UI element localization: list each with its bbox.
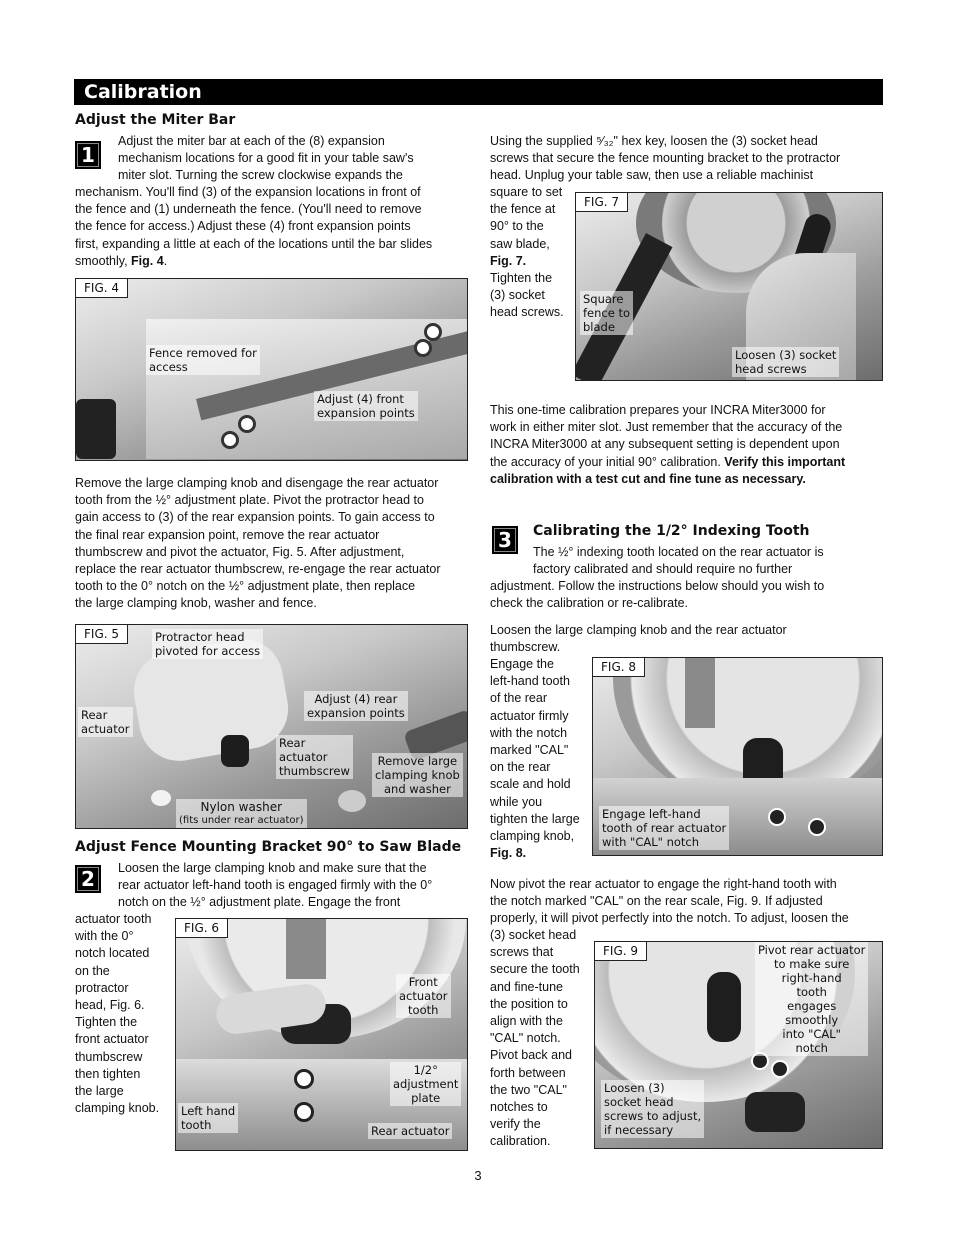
text-line: Fig. 8. (490, 846, 527, 861)
text-line: actuator (81, 722, 130, 736)
text-line: screws that secure the fence mounting bracket to the protractor (490, 151, 841, 166)
text-line: head screws. (490, 305, 564, 320)
text-line: fence to (583, 306, 631, 320)
text: Verify this important (724, 454, 846, 469)
text-line: The ½° indexing tooth located on the rear actuator is (533, 545, 824, 559)
text-line: work in either miter slot. Just remember that the accuracy of the (490, 420, 843, 435)
screw-icon (808, 818, 826, 836)
text-line: actuator (279, 750, 328, 764)
text-line: Using the supplied ⁵⁄₃₂" hex key, loosen the (3) socket head (490, 134, 818, 148)
text-line: actuator (399, 989, 448, 1003)
text-line: expansion points (307, 706, 405, 720)
fig6-callout-front (396, 974, 451, 1018)
text-line: adjustment (393, 1077, 459, 1091)
text-line: tooth (408, 1003, 439, 1017)
text-line: tooth of rear actuator (602, 821, 727, 835)
text-line: screws to adjust, (604, 1109, 702, 1123)
text-line (75, 253, 475, 270)
text-line: the large (75, 1084, 124, 1099)
text-line: Loosen (3) (604, 1081, 665, 1095)
knob-shape (76, 399, 116, 459)
text-line (490, 454, 890, 471)
fig4-photo (75, 278, 468, 461)
text-line: the notch marked "CAL" on the rear scale, Fig. 9. If adjusted (490, 894, 823, 909)
right-para-intro (490, 133, 890, 185)
section-banner (74, 79, 883, 105)
text-line: scale and hold (490, 777, 571, 792)
washer-shape (338, 790, 366, 812)
text-line: Engage the (490, 657, 554, 671)
text-line: (fits under rear actuator) (179, 815, 304, 826)
step2-para-side (75, 911, 175, 1117)
fig6-callout-left-hand (178, 1103, 238, 1133)
text-line: Adjust (4) rear (314, 692, 398, 706)
fig7-callout-loosen (732, 347, 839, 377)
text-line: with the notch (490, 725, 568, 740)
step2-number: 2 (75, 865, 101, 893)
text-line: tooth to the 0° notch on the ½° adjustment plate, then replace (75, 579, 416, 594)
text-line: Engage left-hand (602, 807, 701, 821)
fig8-callout-engage (599, 806, 729, 850)
step3-para-top (533, 544, 883, 578)
text-line: "CAL" notch. (490, 1031, 561, 1046)
screw-icon (221, 431, 239, 449)
text-line: Loosen (3) socket (735, 348, 837, 362)
fig9-callout-loosen (601, 1080, 704, 1138)
step1-para1-top (118, 133, 478, 185)
fig5-callout-nylon (176, 799, 307, 829)
text: smoothly, (75, 253, 132, 268)
text-line: (3) socket (490, 288, 545, 303)
text-line: expansion points (317, 406, 415, 420)
thumbscrew-knob (745, 1092, 805, 1132)
text-line: Fig. 7. (490, 253, 527, 268)
text-line: notches to (490, 1100, 548, 1115)
text-line: engages (787, 999, 837, 1013)
text-line: INCRA Miter3000 at any subsequent setting is dependent upon (490, 437, 840, 452)
text-line: replace the rear actuator thumbscrew, re-engage the rear actuator (75, 562, 441, 577)
step3-number: 3 (492, 526, 518, 554)
step3-para3-side (490, 927, 590, 1151)
text-line: Square (583, 292, 624, 306)
text-line: head. Unplug your table saw, then use a reliable machinist (490, 168, 814, 183)
text-line (490, 471, 890, 488)
fig5-callout-protractor (152, 629, 263, 659)
text-line: notch on the ½° adjustment plate. Engage the front (118, 895, 401, 910)
text-line: tooth (181, 1118, 212, 1132)
screw-icon (771, 1060, 789, 1078)
text-line: protractor (75, 980, 129, 995)
text-line: Loosen the large clamping knob and make sure that the (118, 861, 427, 875)
text-line: the two "CAL" (490, 1082, 567, 1097)
step2-para-top (118, 860, 468, 912)
text-line: access (149, 360, 188, 374)
fig6-callout-rear: Rear actuator (368, 1123, 452, 1139)
text-line: plate (411, 1091, 441, 1105)
text-line: head screws (735, 362, 807, 376)
text-line: This one-time calibration prepares your INCRA Miter3000 for (490, 403, 826, 417)
text-line: to make sure (774, 957, 850, 971)
text-line: Front (408, 975, 438, 989)
text-line: Nylon washer (200, 800, 283, 814)
fig7-tag: FIG. 7 (576, 193, 628, 212)
pivot-shaft (286, 919, 326, 979)
text-line: head, Fig. 6. (75, 998, 145, 1013)
text-line: front actuator (75, 1032, 149, 1047)
text-line: Loosen the large clamping knob and the rear actuator (490, 623, 787, 637)
text-line: marked "CAL" (490, 743, 569, 758)
step3-para3-top (490, 876, 890, 928)
screw-icon (768, 808, 786, 826)
fig5-callout-thumbscrew (276, 735, 353, 779)
fig5-callout-adjust-rear (304, 691, 408, 721)
text-line: align with the (490, 1014, 563, 1029)
text-line: tighten the large (490, 811, 580, 826)
text-line: the fence for access.) Adjust these (4) front expansion points (75, 219, 411, 234)
thumbscrew-knob (221, 735, 249, 767)
step3-para2-top (490, 622, 890, 656)
fig8-tag: FIG. 8 (593, 658, 645, 677)
text-line: on the (75, 963, 110, 978)
fig9-callout-pivot (755, 942, 868, 1056)
text-line: thumbscrew. (490, 640, 561, 655)
text-line: first, expanding a little at each of the locations until the bar slides (75, 236, 433, 251)
text: calibration with a test cut and fine tune as necessary. (490, 471, 806, 486)
text-line: factory calibrated and should require no further (533, 562, 793, 577)
text-line: and washer (383, 782, 451, 796)
text-line: and fine-tune (490, 979, 563, 994)
text-line: notch located (75, 946, 150, 961)
text-line: verify the (490, 1117, 541, 1132)
fig5-callout-remove-knob (372, 753, 463, 797)
nylon-washer-shape (151, 790, 171, 806)
text-line: Protractor head (155, 630, 245, 644)
screw-icon (414, 339, 432, 357)
text-line: blade (583, 320, 615, 334)
text-line: check the calibration or re-calibrate. (490, 596, 689, 611)
text-line: tooth from the ½° adjustment plate. Pivot the protractor head to (75, 493, 424, 508)
fig5-photo (75, 624, 468, 829)
text-line: actuator tooth (75, 912, 152, 926)
text-line: Fence removed for (149, 346, 257, 360)
text-line: saw blade, (490, 236, 550, 251)
right-para-onetime (490, 402, 890, 488)
text-line: calibration. (490, 1134, 551, 1149)
text-line: Tighten the (75, 1015, 138, 1030)
step2-heading: Adjust Fence Mounting Bracket 90° to Saw Blade (75, 839, 462, 855)
text-line: Pivot back and (490, 1048, 572, 1063)
text-line: with the 0° (75, 929, 134, 944)
step3-heading: Calibrating the 1/2° Indexing Tooth (533, 523, 810, 539)
text-line: Rear (279, 736, 306, 750)
text-line: secure the tooth (490, 962, 580, 977)
text-line: the fence and (1) underneath the fence. (You'll need to remove (75, 202, 422, 217)
text-line: smoothly (785, 1013, 839, 1027)
text-line: properly, it will pivot perfectly into the notch. To adjust, loosen the (490, 911, 849, 926)
text-line: notch (795, 1041, 828, 1055)
fig5-tag: FIG. 5 (76, 625, 128, 644)
screw-icon (424, 323, 442, 341)
text: . (163, 253, 168, 268)
text-line: Now pivot the rear actuator to engage the right-hand tooth with (490, 877, 837, 891)
text-line: with "CAL" notch (602, 835, 700, 849)
text-line: pivoted for access (155, 644, 261, 658)
text-line: mechanism. You'll find (3) of the expansion locations in front of (75, 185, 421, 199)
fig6-callout-half-plate (390, 1062, 461, 1106)
step1-number: 1 (75, 141, 101, 169)
step1-heading: Adjust the Miter Bar (75, 112, 236, 128)
text-line: if necessary (604, 1123, 674, 1137)
fig9-photo (594, 941, 883, 1149)
text-line: thumbscrew (279, 764, 350, 778)
clamping-knob-shape (707, 972, 741, 1042)
text-line: forth between (490, 1065, 566, 1080)
text-line: Remove large (377, 754, 458, 768)
text-line: socket head (604, 1095, 674, 1109)
text-line: clamping knob (375, 768, 460, 782)
step3-para-rest (490, 578, 890, 612)
text-line: Adjust (4) front (317, 392, 404, 406)
fig7-photo (575, 192, 883, 381)
fig9-tag: FIG. 9 (595, 942, 647, 961)
text-line: rear actuator left-hand tooth is engaged firmly with the 0° (118, 878, 433, 893)
text-line: square to set (490, 185, 563, 199)
fig-ref: Fig. 4 (131, 253, 164, 268)
fig4-tag: FIG. 4 (76, 279, 128, 298)
text-line: Remove the large clamping knob and disengage the rear actuator (75, 476, 439, 490)
screw-icon (294, 1069, 314, 1089)
text-line: actuator firmly (490, 708, 569, 723)
step1-para1-rest (75, 184, 475, 270)
text-line: adjustment. Follow the instructions below should you wish to (490, 579, 825, 593)
text-line: miter slot. Turning the screw clockwise expands the (118, 168, 403, 183)
text-line: right-hand (781, 971, 842, 985)
text-line: mechanism locations for a good fit in your table saw's (118, 151, 414, 166)
text: the accuracy of your initial 90° calibration. (490, 454, 721, 469)
fig8-photo (592, 657, 883, 856)
section-title: Calibration (84, 81, 202, 103)
right-para-side (490, 184, 575, 322)
text-line: left-hand tooth (490, 674, 570, 689)
text-line: gain access to (3) of the rear expansion points. To gain access to (75, 510, 435, 525)
text-line: clamping knob, (490, 829, 575, 844)
screw-icon (294, 1102, 314, 1122)
fig5-callout-rear-actuator (78, 707, 133, 737)
text-line: Pivot rear actuator (758, 943, 866, 957)
fig6-photo (175, 918, 468, 1151)
pivot-shaft (685, 658, 715, 728)
screw-icon (238, 415, 256, 433)
fig6-tag: FIG. 6 (176, 919, 228, 938)
page-number: 3 (474, 1168, 482, 1183)
step3-para2-side (490, 656, 590, 862)
text-line: 90° to the (490, 219, 544, 234)
fig7-callout-square (580, 291, 633, 335)
text-line: tooth (796, 985, 827, 999)
text-line: screws that (490, 945, 554, 960)
text-line: thumbscrew (75, 1049, 143, 1064)
step1-para2 (75, 475, 475, 613)
text-line: (3) socket head (490, 928, 577, 942)
fig4-callout-adjust (314, 391, 418, 421)
text-line: Rear (81, 708, 108, 722)
text-line: the large clamping knob, washer and fence. (75, 596, 317, 611)
text-line: the final rear expansion point, remove the rear actuator (75, 527, 380, 542)
fig4-callout-fence (146, 345, 260, 375)
text-line: on the rear (490, 760, 551, 775)
text-line: then tighten (75, 1066, 141, 1081)
text-line: clamping knob. (75, 1101, 160, 1116)
text-line: Left hand (181, 1104, 236, 1118)
text-line: 1/2° (413, 1063, 438, 1077)
text-line: while you (490, 794, 543, 809)
text-line: Tighten the (490, 271, 553, 286)
text-line: of the rear (490, 691, 547, 706)
text-line: thumbscrew and pivot the actuator, Fig. 5. After adjustment, (75, 544, 405, 559)
text-line: into "CAL" (782, 1027, 841, 1041)
text-line: the fence at (490, 202, 556, 217)
text-line: the position to (490, 996, 568, 1011)
text-line: Adjust the miter bar at each of the (8) expansion (118, 134, 385, 148)
